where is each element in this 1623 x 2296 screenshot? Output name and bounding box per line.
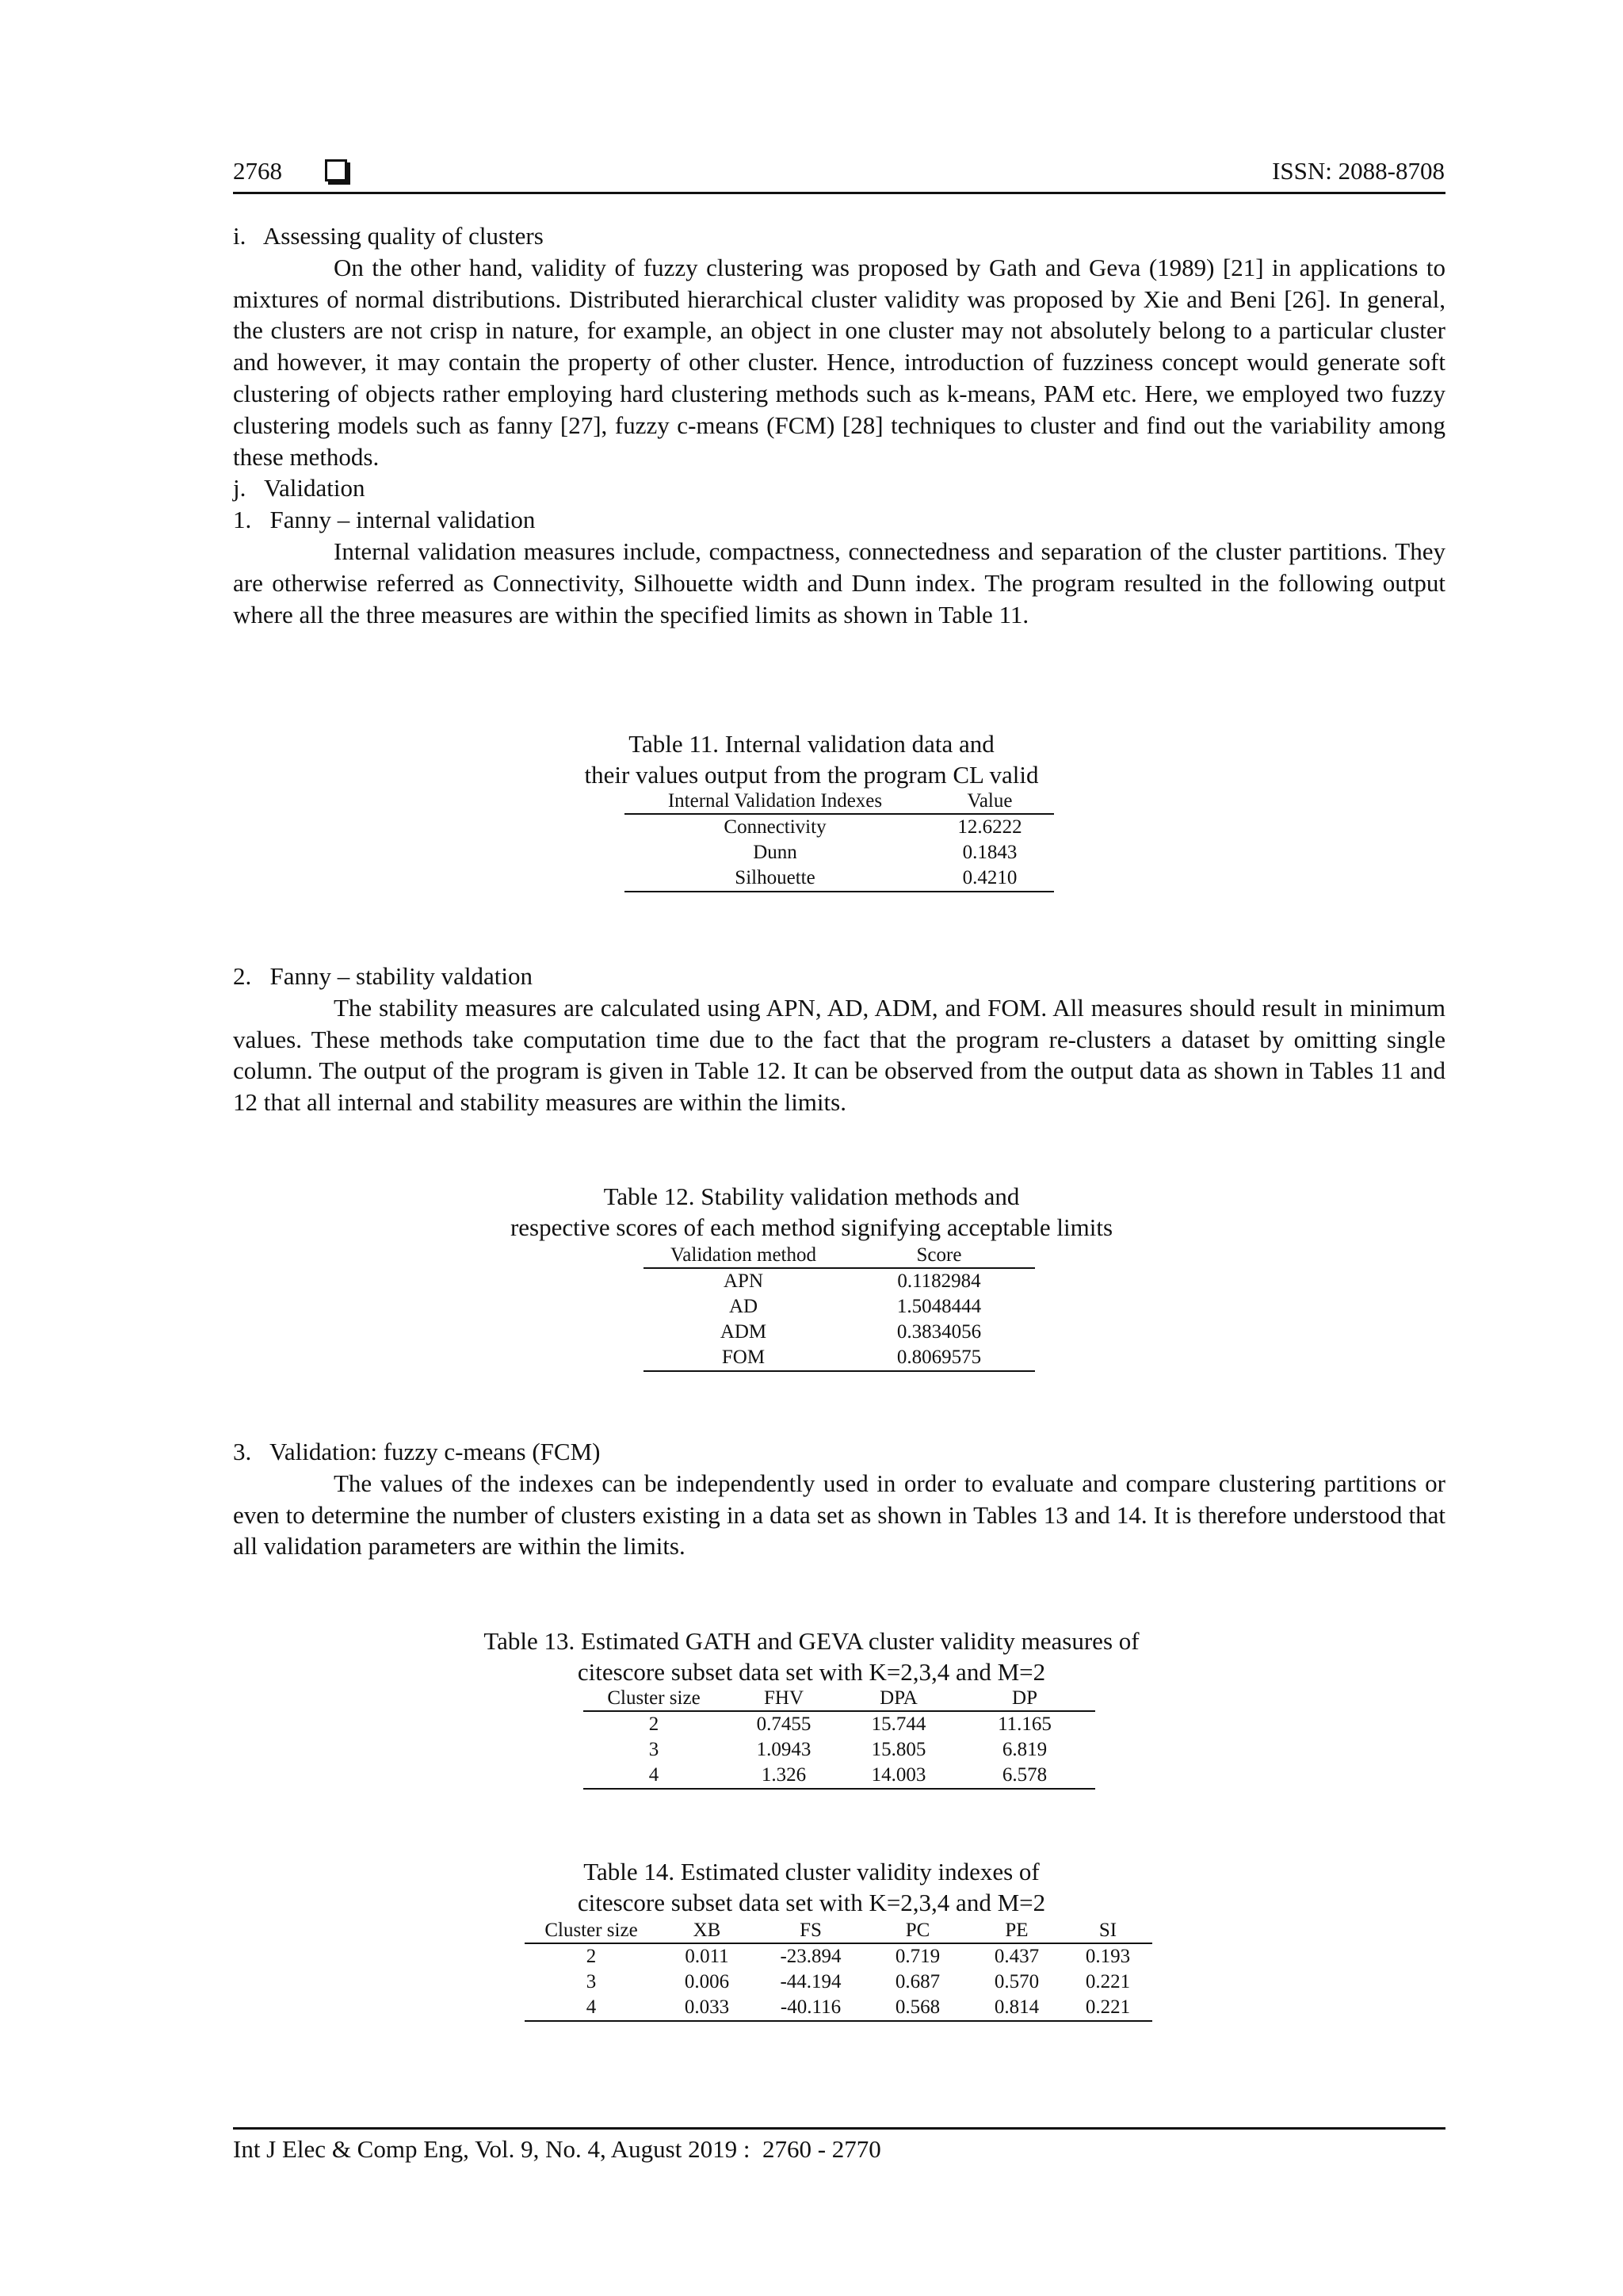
table-cell: 0.1843 (962, 842, 1018, 863)
issn: ISSN: 2088-8708 (1272, 157, 1445, 185)
item3-heading: 3. Validation: fuzzy c-means (FCM) (233, 1438, 601, 1465)
table13-caption-line2: citescore subset data set with K=2,3,4 and M=2 (577, 1658, 1046, 1686)
section-i (233, 220, 1445, 630)
footer-rule (233, 2127, 1445, 2130)
table14-caption-line1: Table 14. Estimated cluster validity indexes of (583, 1858, 1040, 1885)
table-cell: 1.5048444 (896, 1296, 982, 1317)
table14-caption (0, 1856, 1623, 1918)
table11 (624, 789, 1054, 892)
table-cell: ADM (720, 1321, 767, 1343)
item1-paragraph: Internal validation measures include, compactness, connectedness and separation of the cluster partitions. They are otherwise referred as Connectivity, Silhouette width and Dunn index. The program resulted in the following output where all the three measures are within the specified limits as shown in Table 11. (233, 537, 1445, 628)
table-cell: 0.221 (1064, 1995, 1152, 2021)
table12-caption (0, 1181, 1623, 1243)
table-row (525, 1995, 1152, 2021)
section-j-heading: j. Validation (233, 474, 365, 502)
table-cell: 14.003 (843, 1763, 954, 1789)
footer-citation: Int J Elec & Comp Eng, Vol. 9, No. 4, August 2019 : 2760 - 2770 (233, 2135, 881, 2163)
table-row (525, 1969, 1152, 1995)
table-cell: 15.744 (871, 1713, 926, 1735)
table13-header-1: FHV (724, 1687, 843, 1711)
table13-header-3: DP (954, 1687, 1095, 1711)
table-cell: 4 (525, 1995, 658, 2021)
table-cell: 0.4210 (926, 865, 1054, 892)
table-cell: Connectivity (724, 816, 827, 838)
table-cell: Silhouette (624, 865, 926, 892)
table14-header-1: XB (658, 1919, 756, 1943)
table-row (643, 1320, 1035, 1345)
table13-header-2: DPA (843, 1687, 954, 1711)
table12-caption-line1: Table 12. Stability validation methods and (603, 1182, 1020, 1210)
table-cell: 0.1182984 (897, 1270, 981, 1292)
table-cell: AD (728, 1296, 758, 1317)
item2-paragraph: The stability measures are calculated using APN, AD, ADM, and FOM. All measures should result in minimum values. These methods take computation time due to the fact that the program re-clusters a dataset by omitting single column. The output of the program is given in Table 12. It can be observed from the output data as shown in Tables 11 and 12 that all internal and stability measures are within the limits. (233, 993, 1445, 1117)
table-cell: 0.568 (865, 1995, 970, 2021)
table-cell: Dunn (753, 842, 797, 863)
table14 (525, 1919, 1152, 2022)
table13 (583, 1687, 1095, 1790)
table-cell: -23.894 (780, 1946, 842, 1967)
header-rule (233, 192, 1445, 194)
checkbox-icon (325, 159, 347, 181)
table14-header-0: Cluster size (525, 1919, 658, 1943)
table-row (624, 814, 1054, 840)
table13-header-0: Cluster size (583, 1687, 724, 1711)
item3-paragraph: The values of the indexes can be independently used in order to evaluate and compare clustering partitions or even to determine the number of clusters existing in a data set as shown in Tables 13 and 14. It is therefore understood that all validation parameters are within the limits. (233, 1469, 1445, 1561)
table12-caption-line2: respective scores of each method signifying acceptable limits (510, 1213, 1113, 1241)
table-cell: 0.006 (684, 1971, 730, 1992)
table-cell: 4 (583, 1763, 724, 1789)
section-i-heading: i. Assessing quality of clusters (233, 222, 544, 250)
table-cell: 6.819 (1002, 1739, 1048, 1760)
item3 (233, 1436, 1445, 1562)
section-i-paragraph: On the other hand, validity of fuzzy clustering was proposed by Gath and Geva (1989) [21] in applications to mixtures of normal distributions. Distributed hierarchical cluster validity was proposed by Xie and Beni [26]. In general, the clusters are not crisp in nature, for example, an object in one cluster may not absolutely belong to a particular cluster and however, it may contain the property of other cluster. Hence, introduction of fuzziness concept would generate soft clustering of objects rather employing hard clustering methods such as k-means, PAM etc. Here, we employed two fuzzy clustering models such as fanny [27], fuzzy c-means (FCM) [28] techniques to cluster and find out the variability among these methods. (233, 253, 1445, 471)
table14-header-5: SI (1064, 1919, 1152, 1943)
table-row (624, 840, 1054, 865)
table-cell: 11.165 (998, 1713, 1052, 1735)
table-cell: 0.814 (970, 1995, 1064, 2021)
item2-heading: 2. Fanny – stability valdation (233, 962, 533, 990)
table-cell: -44.194 (780, 1971, 842, 1992)
table-cell: 2 (586, 1946, 597, 1967)
table-cell: 12.6222 (957, 816, 1022, 838)
table-cell: 0.011 (685, 1946, 729, 1967)
table12 (643, 1244, 1035, 1372)
page-number: 2768 (233, 157, 282, 185)
table13-caption (0, 1626, 1623, 1687)
table-row (583, 1763, 1095, 1789)
table14-header-4: PE (970, 1919, 1064, 1943)
item2 (233, 961, 1445, 1118)
table-cell: FOM (643, 1345, 843, 1371)
table-cell: 6.578 (954, 1763, 1095, 1789)
table-row (643, 1294, 1035, 1320)
table-cell: 3 (586, 1971, 597, 1992)
table12-header-1: Score (843, 1244, 1035, 1268)
table-row (643, 1268, 1035, 1294)
table-row (525, 1943, 1152, 1969)
table-cell: 0.719 (895, 1946, 941, 1967)
table13-caption-line1: Table 13. Estimated GATH and GEVA cluster validity measures of (483, 1627, 1140, 1655)
table-cell: 2 (648, 1713, 659, 1735)
table11-caption (0, 728, 1623, 790)
table-cell: 0.193 (1085, 1946, 1131, 1967)
table-cell: 0.687 (895, 1971, 941, 1992)
table-row (583, 1737, 1095, 1763)
table-cell: 0.3834056 (896, 1321, 982, 1343)
table11-caption-line1: Table 11. Internal validation data and (628, 730, 995, 758)
table-row (583, 1711, 1095, 1737)
table12-header-0: Validation method (643, 1244, 843, 1268)
table-cell: 0.570 (994, 1971, 1040, 1992)
item1-heading: 1. Fanny – internal validation (233, 506, 536, 534)
table-cell: -40.116 (756, 1995, 865, 2021)
table14-header-3: PC (865, 1919, 970, 1943)
table-cell: 0.7455 (756, 1713, 812, 1735)
table-cell: APN (723, 1270, 763, 1292)
table14-header-2: FS (756, 1919, 865, 1943)
table-row (624, 865, 1054, 892)
table-cell: 0.8069575 (843, 1345, 1035, 1371)
table11-header-1: Value (926, 789, 1054, 814)
table-cell: 1.0943 (756, 1739, 812, 1760)
table-cell: 15.805 (871, 1739, 926, 1760)
table-cell: 0.033 (658, 1995, 756, 2021)
table-cell: 0.221 (1085, 1971, 1131, 1992)
table-cell: 0.437 (994, 1946, 1040, 1967)
table-cell: 3 (648, 1739, 659, 1760)
table11-header-0: Internal Validation Indexes (624, 789, 926, 814)
table11-caption-line2: their values output from the program CL valid (584, 761, 1039, 789)
table14-caption-line2: citescore subset data set with K=2,3,4 and M=2 (577, 1889, 1046, 1916)
table-cell: 1.326 (724, 1763, 843, 1789)
table-row (643, 1345, 1035, 1371)
